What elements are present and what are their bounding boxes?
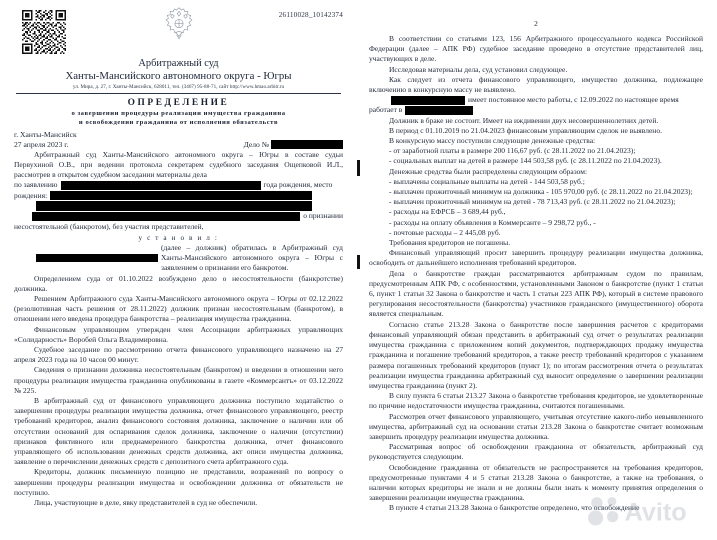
list-item-paid-subsistence-children: - выплачен прожиточный минимум на детей - 78 713,43 руб. (с 28.11.2022 по 21.04.2023);: [389, 197, 676, 207]
paragraph-bankruptcy-decision: Решением Арбитражного суда Ханты-Мансийского автономного округа – Югры от 02.12.2022 (резолютивная часть решения от 28.11.2022) должник признан несостоятельным (банкротом), в отношении него введена процедура банкротства – реализация имущества гражданина.: [14, 293, 343, 324]
intro-label-birthplace: рождения:: [14, 190, 48, 200]
paragraph-financial-manager: Финансовым управляющим утвержден член Ассоциации арбитражных управляющих «Солидарность» Воробей Ольга Владимировна.: [14, 324, 343, 344]
list-item-kommersant-expenses: - расходы на оплату объявления в Коммерсанте – 9 298,72 руб., -: [389, 217, 596, 227]
paragraph-release-exceptions: Освобождение гражданина от обязательств не распространяется на требования кредиторов, предусмотренные пунктами 4 и 5 статьи 213.28 Закона о банкротстве, а также на требования, о наличии которых кредиторы не знали и не должны были знать к моменту принятия определения о завершении реализации имущества гражданина.: [369, 462, 703, 503]
court-name-line1: Арбитражный суд: [138, 58, 219, 69]
avito-watermark-text: Avito: [624, 498, 687, 527]
page-subtitle-line1: о завершении процедуры реализации имущества гражданина: [71, 109, 286, 117]
ruling-open-text: (далее – должник) обратилась в Арбитражный суд Ханты-Мансийского автономного округа – Югры с заявлением о признании его банкротом.: [161, 242, 343, 273]
intro-redacted-line-2: [14, 191, 343, 201]
court-address: ул. Мира, д. 27, г. Ханты-Мансийск, 628011, тел. (3467) 95-88-71, сайт http://www.hmao.arbitr.ru: [72, 83, 285, 90]
list-item-postal-expenses: - почтовые расходы – 2 445,08 руб.: [389, 227, 501, 237]
case-number-label: Дело №: [243, 139, 269, 149]
intro-redacted-line-1: [14, 180, 343, 190]
paragraph-bankruptcy-rules: Дела о банкротстве граждан рассматриваются арбитражным судом по правилам, предусмотренным АПК РФ, с особенностями, установленными Законом о банкротстве (пункт 1 статьи 6, пункт 1 статьи 32 Закона о банкротстве и часть 1 статьи 223 АПК РФ), который в системе правового регулирования несостоятельности (банкротства) участников гражданского (имущественного) оборота является специальным.: [369, 268, 703, 319]
paragraph-no-objections: Кредиторы, должник письменную позицию не представили, возражений по вопросу о завершении процедуры реализации имущества и освобождении должника от обязательств не поступило.: [14, 467, 343, 497]
document-header: [14, 6, 343, 58]
employment-text: имеет постоянное место работы, с 12.09.2022 по настоящее время: [468, 95, 679, 105]
paragraph-no-transactions: В период с 01.10.2019 по 21.04.2023 финансовым управляющим сделок не выявлено.: [389, 125, 662, 135]
paragraph-funds-distributed: Денежные средства были распределены следующим образом:: [389, 166, 588, 176]
date-and-case-line: [14, 140, 343, 149]
redacted-case-number: [271, 140, 343, 149]
paragraph-hearing-date: Судебное заседание по рассмотрению отчета финансового управляющего назначено на 27 апреля 2023 года на 10 часов 00 минут.: [14, 344, 343, 365]
header-divider: [16, 93, 341, 94]
paragraph-case-examined: Исследовав материалы дела, суд установил следующее.: [389, 64, 568, 74]
paragraph-publication: Сведения о признании должника несостоятельным (банкротом) и введении в отношении него процедуры реализации имущества гражданина опубликованы в газете «Коммерсантъ» от 03.12.2022 № 225.: [14, 365, 343, 395]
intro-redacted-line-4: [14, 211, 343, 221]
paragraph-clause-4: В пункте 4 статьи 213.28 Закона о банкротстве определено, что освобождение: [389, 503, 640, 513]
page-number: 2: [534, 19, 538, 28]
ustanovil-heading: у с т а н о в и л :: [138, 233, 219, 242]
redacted-employer-name-2: [405, 106, 473, 115]
intro-paragraph: Арбитражный суд Ханты-Мансийского автономного округа – Югры в составе судьи Первухиной О.В., при ведении протокола секретарем судебного заседания Ощепковой И.Л., рассмотрев в открытом судебном заседании материалы дела: [14, 149, 343, 180]
paragraph-marital-status: Должник в браке не состоит. Имеет на иждивении двух несовершеннолетних детей.: [389, 115, 659, 125]
redacted-debtor-name-2: [36, 254, 158, 263]
page-subtitle: [14, 109, 343, 127]
intro-label-po-zayavleniyu: по заявлению: [14, 180, 58, 190]
court-name: [14, 58, 343, 83]
page-title: ОПРЕДЕЛЕНИЕ: [127, 97, 230, 108]
intro-label-birth-year: года рождения, место: [263, 180, 333, 190]
paragraph-claims-unpaid: Требования кредиторов не погашены.: [389, 238, 511, 248]
paragraph-no-appearance: Лица, участвующие в деле, явку представителей в суд не обеспечили.: [34, 498, 258, 508]
page-right-column: [357, 0, 717, 540]
scan-edge-mark-1: [357, 160, 360, 176]
redacted-employer-name: [391, 96, 465, 105]
redacted-line-4: [32, 212, 300, 221]
scan-edge-mark-2: [357, 255, 360, 269]
page-subtitle-line2: и освобождении гражданина от исполнения обязательств: [78, 118, 279, 126]
qr-code-icon: [22, 10, 66, 54]
intro-label-o-priznanii: о признании: [303, 211, 343, 221]
list-item-salary: - от заработной платы в размере 200 116,67 руб. (с 28.11.2022 по 21.04.2023);: [389, 146, 636, 156]
case-number-block: [244, 140, 343, 149]
redacted-birthplace: [50, 191, 312, 200]
paragraph-manager-request: Финансовый управляющий просит завершить процедуру реализации имущества должника, освободить от дальнейшего исполнения требований кредиторов.: [369, 248, 703, 268]
paragraph-funds-received: В конкурсную массу поступили следующие денежные средства:: [389, 136, 596, 146]
list-item-paid-child-benefits: - выплачены социальные выплаты на детей - 144 503,58 руб.;: [389, 176, 585, 186]
redacted-debtor-name: [61, 181, 261, 190]
paragraph-apk-articles: В соответствии со статьями 123, 156 Арбитражного процессуального кодекса Российской Федерации (далее – АПК РФ) судебное заседание проведено в отсутствие представителей лиц, участвующих в деле.: [369, 34, 703, 64]
document-id: 26110028_10142374: [278, 11, 343, 19]
document-date: 27 апреля 2023 г.: [14, 139, 69, 149]
redacted-line-3: [36, 201, 312, 211]
list-item-paid-subsistence-debtor: - выплачен прожиточный минимум на должника - 105 970,00 руб. (с 28.11.2022 по 21.04.2023);: [389, 187, 693, 197]
list-item-efrsb-expenses: - расходы на ЕФРСБ – 3 689,44 руб.,: [389, 207, 506, 217]
employment-redacted-line-1: [369, 95, 703, 105]
page-left-column: [0, 0, 357, 540]
court-name-line2: Ханты-Мансийского автономного округа - Югры: [65, 70, 292, 83]
ruling-open-line: [14, 243, 343, 274]
city-line: г. Ханты-Мансийск: [14, 129, 77, 139]
intro-closing: несостоятельной (банкротом), без участия представителей,: [14, 221, 204, 231]
paragraph-court-conclusion: Рассмотрев отчет финансового управляющего, учитывая отсутствие какого-либо невыявленного имущества, арбитражный суд на основании статьи 213.28 Закона о банкротстве считает возможным завершить процедуру реализации имущества должника.: [369, 411, 703, 441]
paragraph-case-initiated: Определением суда от 01.10.2022 возбуждено дело о несостоятельности (банкротстве) должника.: [14, 273, 343, 293]
paragraph-release-consideration: Рассматривая вопрос об освобождении гражданина от обязательств, арбитражный суд руководствуется следующим.: [369, 442, 703, 462]
paragraph-no-property: Как следует из отчета финансового управляющего, имущество должника, подлежащее включению в конкурсную массу не выявлено.: [369, 74, 703, 95]
employment-redacted-line-2: [369, 105, 703, 115]
list-item-child-benefits: - социальных выплат на детей в размере 144 503,58 руб. (с 28.11.2022 по 21.04.2023).: [389, 156, 662, 166]
russian-coat-of-arms-icon: [161, 6, 197, 40]
paragraph-petition-documents: В арбитражный суд от финансового управляющего должника поступило ходатайство о завершении процедуры реализации имущества должника, отчет финансового управляющего, реестр требований кредиторов, анализ финансового состояния должника, заключение о наличии или об отсутствии оснований для оспаривания сделок должника, заключение о наличии (отсутствии) признаков фиктивного или преднамеренного банкротства должника, отчет финансового управляющего об использовании денежных средств должника, акт описи имущества должника, заявление о перечислении денежных средств с депозитного счета арбитражного суда.: [14, 395, 343, 467]
paragraph-article-213-28: Согласно статье 213.28 Закона о банкротстве после завершения расчетов с кредиторами финансовый управляющий обязан представить в арбитражный суд отчет о результатах реализации имущества гражданина с приложением копий документов, подтверждающих продажу имущества гражданина и погашение требований кредиторов, а также реестр требований кредиторов с указанием размера погашенных требований кредиторов (пункт 1); по итогам рассмотрения отчета о результатах реализации имущества гражданина арбитражный суд выносит определение о завершении реализации имущества гражданина (пункт 2).: [369, 319, 703, 390]
employment-label-rabotaet: работает в: [369, 105, 403, 115]
paragraph-article-213-27: В силу пункта 6 статьи 213.27 Закона о банкротстве требования кредиторов, не удовлетворенные по причине недостаточности имущества гражданина, считаются погашенными.: [369, 391, 703, 411]
